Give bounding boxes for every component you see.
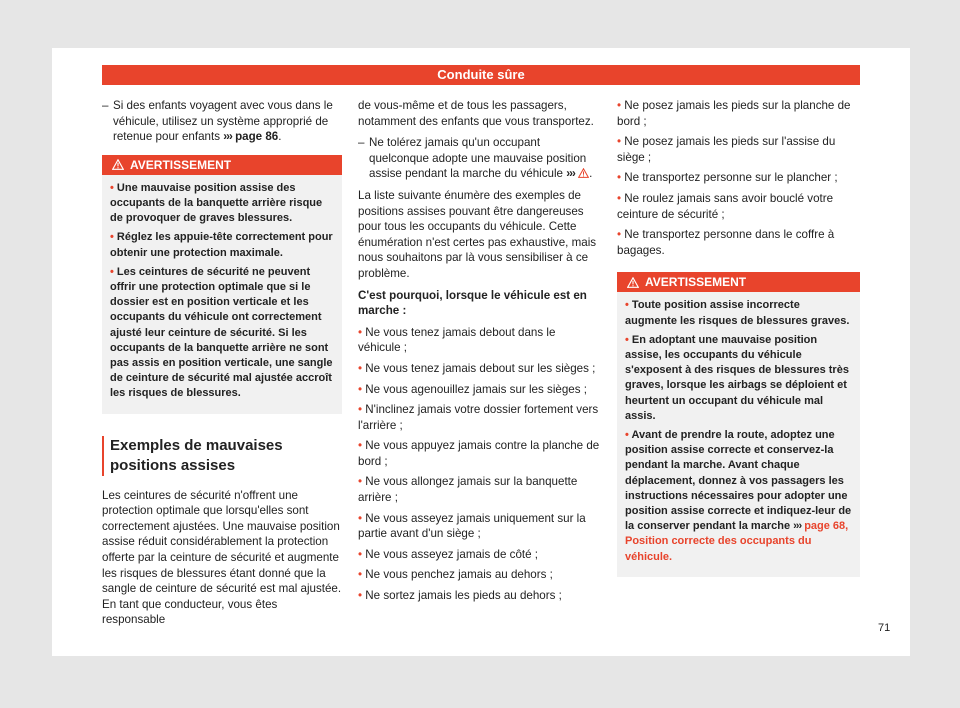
bullet-dot: • [358,325,363,339]
warning-item [110,230,334,260]
warning-triangle-icon [112,159,124,170]
bullet-dot: • [617,99,622,112]
list-item [358,511,600,542]
warning-item-text: Les ceintures de sécurité ne peuvent offrir une protection optimale que si le dossier est en position verticale et les occupants du véhicule ont correctement ajusté leur ceinture de sécurité. Si les occupants de la banquette arrière ne sont pas assis en position verticale, une sangle de ceinture de sécurité mal ajustée accroît les risques de blessures. [110,265,333,400]
warning-triangle-icon [578,168,589,178]
warning-header [102,155,342,175]
bullet-dot: • [617,191,622,205]
list-item-text: Ne vous allongez jamais sur la banquette arrière ; [358,475,578,505]
warning-title: AVERTISSEMENT [645,275,747,290]
list-heading: C'est pourquoi, lorsque le véhicule est en marche : [358,288,587,318]
bullet-dot: • [358,361,363,375]
dash-item [102,98,342,145]
list-item [358,402,600,433]
list-item [617,170,860,186]
dash-end: . [278,130,282,144]
column-3 [617,98,860,577]
warning-item-text: Avant de prendre la route, adoptez une position assise correcte et conservez-la pendant la marche. Avant chaque déplacement, donnez à vos passagers les instructions nécessaires pour adopter une position assise correcte et indiquez-leur de la conserver pendant la marche [625,428,852,533]
reference-arrow: ››› [223,130,232,144]
bullet-dot: • [358,439,363,453]
warning-item-text: Réglez les appuie-tête correctement pour obtenir une protection maximale. [110,231,333,259]
bullet-dot: • [358,382,363,396]
warning-box-2 [617,272,860,576]
body-paragraph: La liste suivante énumère des exemples de positions assises pouvant être dangereuses pour tous les occupants du véhicule. Cette énumération n'est certes pas exhaustive, mais nous souhaitons par là vous sensibiliser à ce problème. [358,188,597,280]
list-item [358,382,600,398]
page-reference-link[interactable]: page 68, Position correcte des occupants du véhicule. [625,520,849,563]
column-1 [102,98,342,634]
bullet-dot: • [617,228,622,242]
warning-item [625,298,852,328]
warning-item [625,333,852,424]
list-item-text: Ne posez jamais les pieds sur l'assise du siège ; [617,135,836,164]
dash-marker: – [102,99,109,112]
list-item [617,134,860,165]
dash-item [358,135,600,182]
bullet-dot: • [358,511,363,525]
body-paragraph: de vous-même et de tous les passagers, notamment des enfants que vous transportez. [358,99,594,128]
body-paragraph: Les ceintures de sécurité n'offrent une protection optimale que lorsqu'elles sont correctement ajustées. Une mauvaise position assise réduit considérablement la protection offerte par la ceinture de sécurité et augmente les risques de blessures étant donné que la sangle de ceinture de sécurité est mal ajustée. En tant que conducteur, vous êtes responsable [102,488,342,627]
bullet-dot: • [358,547,363,561]
list-item [358,325,600,356]
bullet-dot: • [358,568,363,582]
page-number: 71 [878,622,891,634]
list-item-text: Ne roulez jamais sans avoir bouclé votre ceinture de sécurité ; [617,191,834,221]
reference-arrow: ››› [793,520,802,533]
list-item [617,98,860,129]
bullet-dot: • [358,403,363,417]
section-title: Exemples de mauvaises positions assises [102,436,342,476]
list-item-text: Ne vous agenouillez jamais sur les sièges ; [365,382,587,396]
dash-marker: – [358,136,365,150]
bullet-dot: • [358,475,363,489]
page-header-title: Conduite sûre [102,65,860,85]
warning-item-text: En adoptant une mauvaise position assise, les occupants du véhicule s'exposent à des risques de blessures très graves, lorsque les airbags se déploient et heurtent un occupant du véhicule mal assis. [625,333,849,422]
list-item [358,438,600,469]
page-reference-link[interactable]: page 86 [235,130,279,144]
warning-header [617,272,860,292]
dash-text: Ne tolérez jamais qu'un occupant quelconque adopte une mauvaise position assise pendant la marche du véhicule [369,136,587,181]
list-item-text: N'inclinez jamais votre dossier fortement vers l'arrière ; [358,403,599,432]
warning-item [110,265,334,402]
warning-title: AVERTISSEMENT [130,157,232,172]
bullet-dot: • [625,333,629,346]
warning-body [617,292,860,576]
column-2 [358,98,600,609]
list-item-text: Ne vous asseyez jamais uniquement sur la partie avant d'un siège ; [358,511,586,541]
bullet-dot: • [625,299,629,312]
bullet-dot: • [617,135,622,149]
list-item [358,361,600,377]
warning-box-1 [102,155,342,414]
list-item-text: Ne vous tenez jamais debout dans le véhicule ; [358,325,556,355]
list-item [358,547,600,563]
warning-triangle-icon [627,277,639,288]
bullet-dot: • [110,265,114,278]
list-item-text: Ne vous tenez jamais debout sur les sièges ; [365,361,596,375]
reference-arrow[interactable]: ››› [566,167,575,181]
warning-body [102,175,342,414]
list-item [617,227,860,258]
list-item [617,191,860,222]
warning-item-text: Une mauvaise position assise des occupants de la banquette arrière risque de provoquer de graves blessures. [110,181,323,225]
list-item-text: Ne posez jamais les pieds sur la planche de bord ; [617,99,851,128]
list-item-text: Ne transportez personne sur le plancher ; [624,171,838,185]
dash-text: Si des enfants voyagent avec vous dans le véhicule, utilisez un système approprié de retenue pour enfants [113,99,333,144]
bullet-dot: • [617,171,622,185]
list-item-text: Ne vous penchez jamais au dehors ; [365,568,553,582]
list-item-text: Ne transportez personne dans le coffre à bagages. [617,228,835,257]
dash-end: . [589,167,593,181]
warning-item [110,181,334,227]
bullet-dot: • [110,181,114,194]
list-item [358,474,600,505]
bullet-dot: • [358,589,363,603]
warning-item-text: Toute position assise incorrecte augmente les risques de blessures graves. [625,299,850,327]
list-item [358,567,600,583]
bullet-dot: • [625,428,629,441]
bullet-dot: • [110,231,114,244]
list-item-text: Ne sortez jamais les pieds au dehors ; [365,589,562,603]
list-item-text: Ne vous appuyez jamais contre la planche de bord ; [358,439,600,468]
list-item-text: Ne vous asseyez jamais de côté ; [365,547,538,561]
warning-item [625,428,852,565]
list-item [358,588,600,604]
